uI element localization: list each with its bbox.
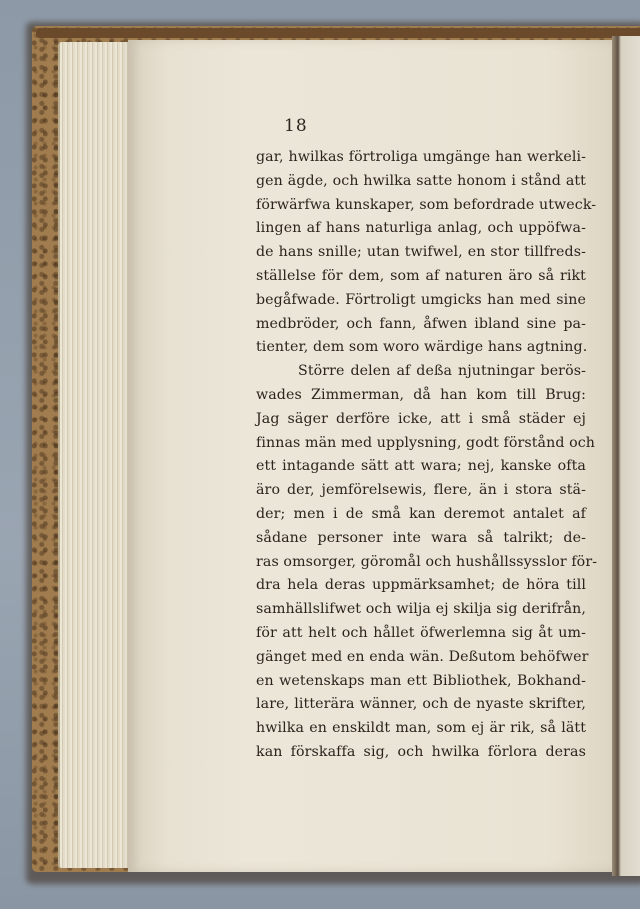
- text-line: tienter, dem som woro wärdige hans agtning.: [256, 339, 588, 356]
- text-line: äro der, jemförelsewis, flere, än i stora stä-: [256, 482, 586, 499]
- text-line: samhällslifwet och wilja ej skilja sig derifrån,: [256, 601, 586, 618]
- text-line: hwilka en enskildt man, som ej är rik, så lätt: [256, 720, 586, 737]
- page-number: 18: [284, 116, 308, 136]
- text-line: lare, litterära wänner, och de nyaste skrifter,: [256, 696, 586, 713]
- text-line: medbröder, och fann, åfwen ibland sine pa-: [256, 315, 586, 332]
- text-line: Större delen af deßa njutningar berös-: [298, 363, 586, 380]
- text-line: de hans snille; utan twifwel, en stor tillfreds-: [256, 244, 586, 261]
- text-line: för att helt och hållet öfwerlemna sig åt um-: [256, 624, 586, 641]
- page-text: [256, 146, 598, 765]
- text-line: ras omsorger, göromål och hushållssysslor för-: [256, 553, 598, 570]
- text-line: ett intagande sätt att wara; nej, kanske ofta: [256, 458, 586, 475]
- text-line: en wetenskaps man ett Bibliothek, Bokhand-: [256, 672, 586, 689]
- text-line: kan förskaffa sig, och hwilka förlora deras: [256, 743, 586, 760]
- text-line: wades Zimmerman, då han kom till Brug:: [256, 386, 586, 403]
- text-line: begåfwade. Förtroligt umgicks han med sine: [256, 291, 586, 308]
- text-line: der; men i de små kan deremot antalet af: [256, 505, 586, 522]
- text-line: Jag säger derföre icke, att i små städer ej: [256, 410, 586, 427]
- text-line: finnas män med upplysning, godt förstånd och: [256, 434, 596, 451]
- facing-page-edge: [612, 36, 640, 876]
- text-line: dra hela deras uppmärksamhet; de höra till: [256, 577, 586, 594]
- text-line: förwärfwa kunskaper, som befordrade utweck-: [256, 196, 597, 213]
- text-line: gar, hwilkas förtroliga umgänge han werkeli-: [256, 149, 586, 165]
- text-line: gen ägde, och hwilka satte honom i stånd att: [256, 172, 586, 189]
- text-line: lingen af hans naturliga anlag, och uppöfwa-: [256, 220, 586, 237]
- text-line: sådane personer inte wara så talrikt; de-: [256, 529, 586, 546]
- text-line: ställelse för dem, som af naturen äro så rikt: [256, 267, 586, 284]
- cover-top-edge: [36, 28, 640, 38]
- text-line: gänget med en enda wän. Deßutom behöfwer: [256, 648, 589, 665]
